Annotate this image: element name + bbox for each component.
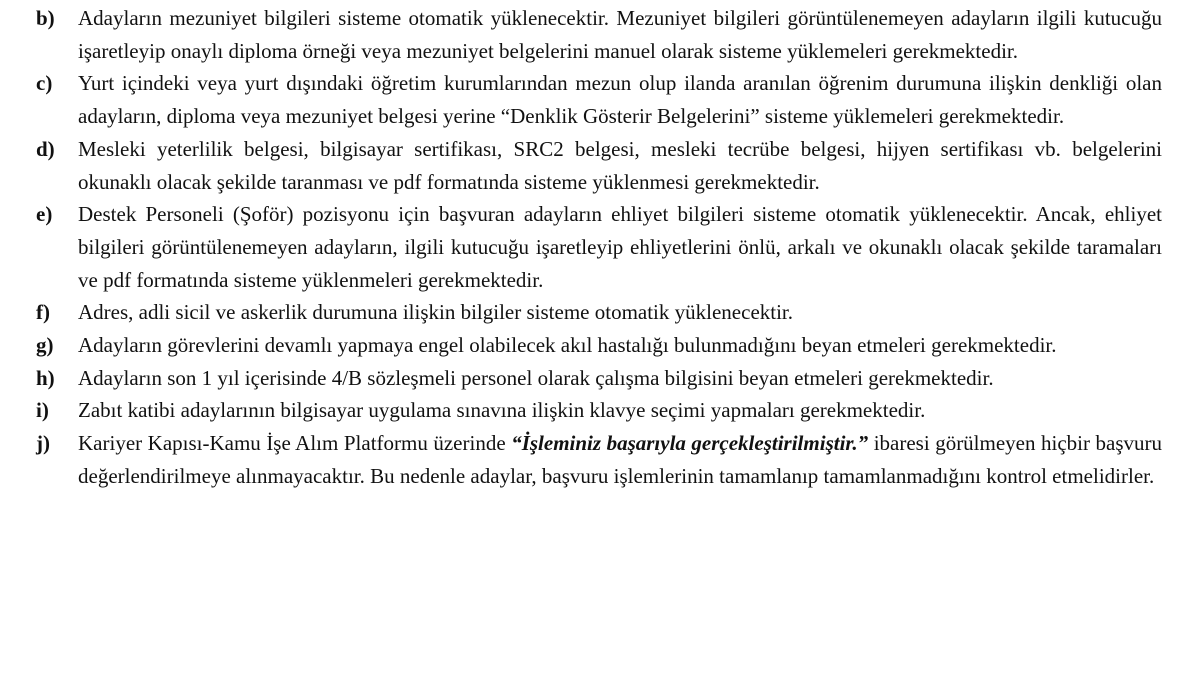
- item-text: Zabıt katibi adaylarının bilgisayar uygulama sınavına ilişkin klavye seçimi yapmaları gerekmektedir.: [78, 398, 926, 423]
- item-letter: i): [36, 398, 49, 423]
- list-item-b: [36, 2, 1162, 67]
- item-letter: h): [36, 365, 55, 390]
- item-text-emphasis: “İşleminiz başarıyla gerçekleştirilmiştir.”: [511, 431, 869, 456]
- item-text-before: Kariyer Kapısı-Kamu İşe Alım Platformu üzerinde: [78, 431, 512, 456]
- list-item-h: [36, 362, 1162, 395]
- list-item-d: [36, 133, 1162, 198]
- item-text: Yurt içindeki veya yurt dışındaki öğretim kurumlarından mezun olup ilanda aranılan öğrenim durumuna ilişkin denkliği olan adayların, diploma veya mezuniyet belgesi yerine “Denklik Gösterir Belgelerini” sisteme yüklemeleri gerekmektedir.: [78, 71, 1162, 129]
- item-text-after: ibaresi görülmeyen hiçbir başvuru değerlendirilmeye alınmayacaktır. Bu nedenle adaylar, başvuru işlemlerinin tamamlanıp tamamlanmadığını kontrol etmelidirler.: [78, 431, 1163, 488]
- list-item-j: [36, 427, 1162, 492]
- list-item-i: [36, 394, 1162, 427]
- item-letter: f): [36, 300, 50, 325]
- item-text: Adres, adli sicil ve askerlik durumuna ilişkin bilgiler sisteme otomatik yüklenecektir.: [78, 300, 794, 325]
- item-letter: b): [36, 6, 55, 30]
- item-text: Adayların mezuniyet bilgileri sisteme otomatik yüklenecektir. Mezuniyet bilgileri görüntülenemeyen adayların ilgili kutucuğu işaretleyip onaylı diploma örneği veya mezuniyet belgelerini manuel olarak sisteme yüklemeleri gerekmektedir.: [78, 6, 1162, 63]
- list-item-f: [36, 296, 1162, 329]
- list-item-e: [36, 198, 1162, 296]
- document-page: [36, 2, 1162, 493]
- list-item-g: [36, 329, 1162, 362]
- item-letter: c): [36, 71, 53, 96]
- item-text: [78, 427, 1162, 492]
- list-item-c: [36, 67, 1162, 132]
- item-text: Mesleki yeterlilik belgesi, bilgisayar sertifikası, SRC2 belgesi, mesleki tecrübe belgesi, hijyen sertifikası vb. belgelerini okunaklı olacak şekilde taranması ve pdf formatında sisteme yüklenmesi gerekmektedir.: [78, 136, 1162, 194]
- item-letter: j): [36, 431, 50, 456]
- item-letter: e): [36, 202, 53, 227]
- item-text: Adayların son 1 yıl içerisinde 4/B sözleşmeli personel olarak çalışma bilgisini beyan etmeleri gerekmektedir.: [78, 365, 994, 390]
- item-text: Adayların görevlerini devamlı yapmaya engel olabilecek akıl hastalığı bulunmadığını beyan etmeleri gerekmektedir.: [78, 333, 1057, 358]
- item-letter: d): [36, 136, 55, 161]
- item-letter: g): [36, 333, 54, 358]
- item-text: Destek Personeli (Şoför) pozisyonu için başvuran adayların ehliyet bilgileri sisteme otomatik yüklenecektir. Ancak, ehliyet bilgileri görüntülenemeyen adayların, ilgili kutucuğu işaretleyip ehliyetlerini önlü, arkalı ve okunaklı olacak şekilde taramaları ve pdf formatında sisteme yüklenmeleri gerekmektedir.: [78, 202, 1162, 292]
